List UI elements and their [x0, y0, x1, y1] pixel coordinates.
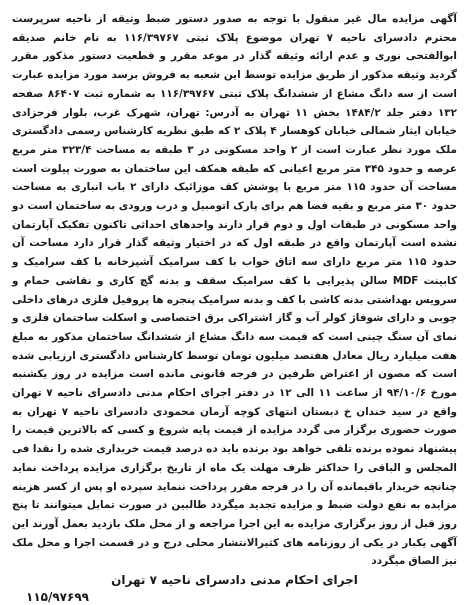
notice-body: آگهی مزایده مال غیر منقول با توجه به صدور دستور ضبط وثیقه از ناحیه سرپرست محترم دادسرای ناحیه ۷ تهران موضوع پلاک ثبتی ۱۱۶/۳۹۷۶۷ به نام خانم صدیقه ابوالفتحی نوری و عدم ارائه وثیقه گذار در موعد مقرر و قطعیت دستور مذکور مقرر گردید وثیقه مذکور از طریق مزایده توسط این شعبه به فروش برسد مورد مزایده عبارت است از سه دانگ مشاع از ششدانگ پلاک ثبتی ۱۱۶/۳۹۷۶۷ به شماره ثبت ۸۶۴۰۷ صفحه ۱۳۲ دفتر جلد ۱۴۸۴/۲ بخش ۱۱ تهران به آدرس: تهران، شهرک غرب، بلوار فرحزادی خیابان ایثار شمالی خیابان کوهسار ۴ پلاک ۲ که طبق نظریه کارشناس رسمی دادگستری ملک مورد نظر عبارت است از ۲ واحد مسکونی در ۳ طبقه به مساحت ۳۲۳/۴ متر مربع عرصه و حدود ۳۴۵ متر مربع اعیانی که طبقه همکف این ساختمان به صورت پیلوت است مساحت آن حدود ۱۱۵ متر مربع با پوشش کف موزائیک دارای ۲ باب انباری به مساحت حدود ۳۰ متر مربع و بقیه فضا هم برای پارک اتومبیل و درب ورودی به ساختمان است دو واحد مسکونی در طبقات اول و دوم قرار دارند واحدهای احداثی تاکنون تفکیک آپارتمان نشده است آپارتمان واقع در طبقه اول که در اختیار وثیقه گذار قرار دارد مساحت آن حدود ۱۱۵ متر مربع دارای سه اتاق خواب با کف سرامیک آشپزخانه با کف سرامیک و کابینت MDF سالن پذیرایی با کف سرامیک سقف و بدنه گچ کاری و نقاشی حمام و سرویس بهداشتی بدنه کاشی با کف و بدنه سرامیک پنجره ها پروفیل فلزی درهای داخلی چوبی و دارای شوفاژ کولر آب و گاز اشتراکی برق اختصاصی و اسکلت ساختمان فلزی و نمای آن سنگ چینی است که قیمت سه دانگ مشاع از ششدانگ ساختمان مذکور به مبلغ هفت میلیارد ریال معادل هفتصد میلیون تومان توسط کارشناس دادگستری ارزیابی شده است که مصون از اعتراض طرفین در فرجه قانونی مانده است مزایده در روز یکشنبه مورخ ۹۴/۱۰/۶ از ساعت ۱۱ الی ۱۲ در دفتر اجرای احکام مدنی دادسرای ناحیه ۷ تهران واقع در سید خندان خ دبستان انتهای کوچه آرمان محمودی دادسرای ناحیه ۷ تهران به صورت حضوری برگزار می گردد مزایده از قیمت پایه شروع و کسی که بالاترین قیمت را پیشنهاد نموده برنده تلقی خواهد بود برنده باید ده درصد قیمت خریداری شده را نقدا فی المجلس و الباقی را حداکثر ظرف مهلت یک ماه از تاریخ برگزاری مزایده پرداخت نماید چنانچه خریدار باقیمانده آن را در فرجه مقرر پرداخت ننماید سپرده او پس از کسر هزینه مزایده به نفع دولت ضبط و مزایده تجدید میگردد طالبین در صورت تمایل میتوانند تا پنج روز قبل از روز برگزاری مزایده به این اجرا مراجعه و از محل ملک بازدید بعمل آورند این آگهی یکبار در یکی از روزنامه های کثیرالانتشار محلی درج و در قسمت اجرا و محل ملک نیز الصاق میگردد [12, 13, 458, 568]
notice-code: ۱۱۵/۹۷۶۹۹ [26, 590, 89, 605]
notice-signature: اجرای احکام مدنی دادسرای ناحیه ۷ تهران [111, 573, 358, 588]
legal-notice [6, 6, 463, 605]
